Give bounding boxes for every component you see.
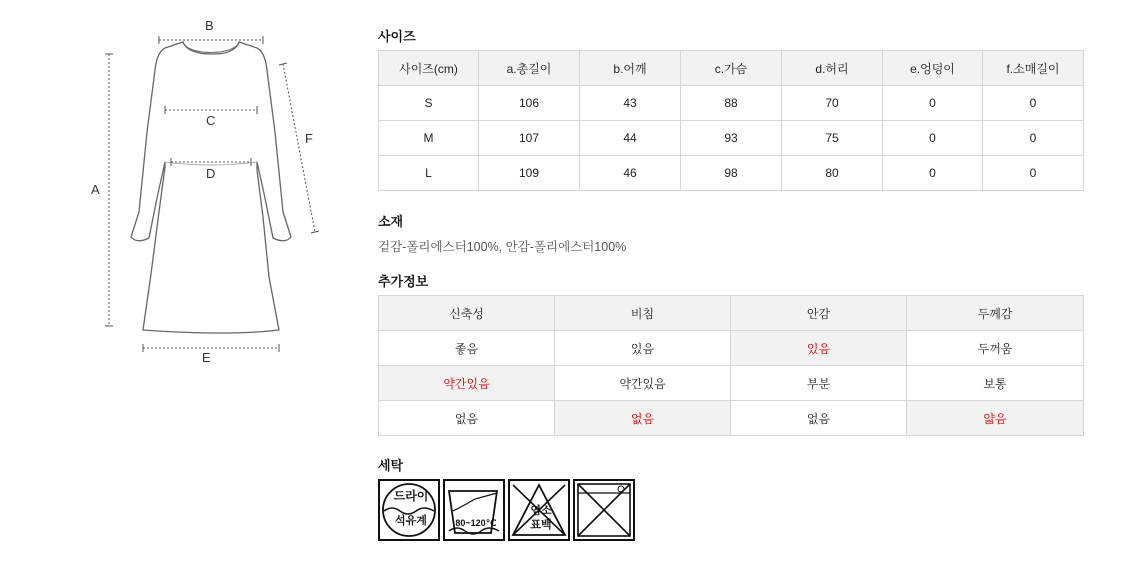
table-row bbox=[379, 121, 1084, 156]
label-b: B bbox=[205, 18, 214, 33]
table-cell: 있음 bbox=[555, 331, 731, 366]
size-table bbox=[378, 50, 1084, 191]
no-bleach-text-2: 표백 bbox=[530, 519, 552, 531]
dry-clean-text-2: 석유계 bbox=[395, 515, 427, 527]
size-header-cell: b.어깨 bbox=[580, 51, 681, 86]
extra-header-cell: 안감 bbox=[731, 296, 907, 331]
size-header-cell: 사이즈(cm) bbox=[379, 51, 479, 86]
table-row bbox=[379, 331, 1084, 366]
dress-outline-illustration bbox=[85, 12, 335, 372]
size-table-header-row bbox=[379, 51, 1084, 86]
label-e: E bbox=[202, 350, 211, 365]
table-cell: 0 bbox=[883, 121, 983, 156]
label-a: A bbox=[91, 182, 100, 197]
table-cell-selected: 있음 bbox=[731, 331, 907, 366]
table-cell: 93 bbox=[681, 121, 782, 156]
table-cell: 43 bbox=[580, 86, 681, 121]
table-row bbox=[379, 86, 1084, 121]
table-cell: 80 bbox=[782, 156, 883, 191]
table-cell-selected: 약간있음 bbox=[379, 366, 555, 401]
extra-header-cell: 신축성 bbox=[379, 296, 555, 331]
table-cell: 0 bbox=[983, 121, 1084, 156]
table-cell: 98 bbox=[681, 156, 782, 191]
no-tumble-dry-icon bbox=[573, 479, 635, 541]
hand-wash-icon bbox=[443, 479, 505, 541]
no-bleach-text-1: 염소 bbox=[530, 505, 552, 517]
table-cell: 106 bbox=[479, 86, 580, 121]
table-cell: 없음 bbox=[731, 401, 907, 436]
dry-clean-text-1: 드라이 bbox=[393, 489, 429, 503]
table-cell: 46 bbox=[580, 156, 681, 191]
size-label-cell: M bbox=[379, 121, 479, 156]
table-cell: 없음 bbox=[379, 401, 555, 436]
extra-info-header-row bbox=[379, 296, 1084, 331]
size-header-cell: d.허리 bbox=[782, 51, 883, 86]
table-cell: 약간있음 bbox=[555, 366, 731, 401]
extra-header-cell: 두께감 bbox=[907, 296, 1084, 331]
table-cell: 109 bbox=[479, 156, 580, 191]
extra-info-section-title: 추가정보 bbox=[378, 274, 429, 289]
size-label-cell: L bbox=[379, 156, 479, 191]
extra-header-cell: 비침 bbox=[555, 296, 731, 331]
hand-wash-temp-text: 80~120℃ bbox=[455, 518, 497, 528]
material-text: 겉감-폴리에스터100%, 안감-폴리에스터100% bbox=[378, 240, 627, 254]
size-header-cell: f.소매길이 bbox=[983, 51, 1084, 86]
table-cell: 107 bbox=[479, 121, 580, 156]
wash-section-title: 세탁 bbox=[378, 458, 404, 473]
label-d: D bbox=[206, 166, 216, 181]
table-cell: 70 bbox=[782, 86, 883, 121]
table-cell: 두꺼움 bbox=[907, 331, 1084, 366]
wash-icons bbox=[378, 479, 635, 541]
size-header-cell: e.엉덩이 bbox=[883, 51, 983, 86]
material-section-title: 소재 bbox=[378, 214, 404, 229]
label-c: C bbox=[206, 113, 216, 128]
table-cell-selected: 없음 bbox=[555, 401, 731, 436]
size-header-cell: c.가슴 bbox=[681, 51, 782, 86]
size-label-cell: S bbox=[379, 86, 479, 121]
table-cell: 0 bbox=[983, 86, 1084, 121]
table-cell: 0 bbox=[883, 156, 983, 191]
table-cell: 부분 bbox=[731, 366, 907, 401]
table-cell: 0 bbox=[983, 156, 1084, 191]
table-row bbox=[379, 401, 1084, 436]
table-cell: 44 bbox=[580, 121, 681, 156]
table-cell: 보통 bbox=[907, 366, 1084, 401]
dress-size-diagram bbox=[85, 12, 335, 372]
table-cell: 0 bbox=[883, 86, 983, 121]
size-header-cell: a.총길이 bbox=[479, 51, 580, 86]
no-bleach-icon bbox=[508, 479, 570, 541]
extra-info-table bbox=[378, 295, 1084, 436]
dry-clean-icon bbox=[378, 479, 440, 541]
size-section-title: 사이즈 bbox=[378, 29, 416, 44]
label-f: F bbox=[305, 131, 313, 146]
table-row bbox=[379, 366, 1084, 401]
table-cell: 좋음 bbox=[379, 331, 555, 366]
table-cell-selected: 얇음 bbox=[907, 401, 1084, 436]
table-row bbox=[379, 156, 1084, 191]
table-cell: 88 bbox=[681, 86, 782, 121]
table-cell: 75 bbox=[782, 121, 883, 156]
